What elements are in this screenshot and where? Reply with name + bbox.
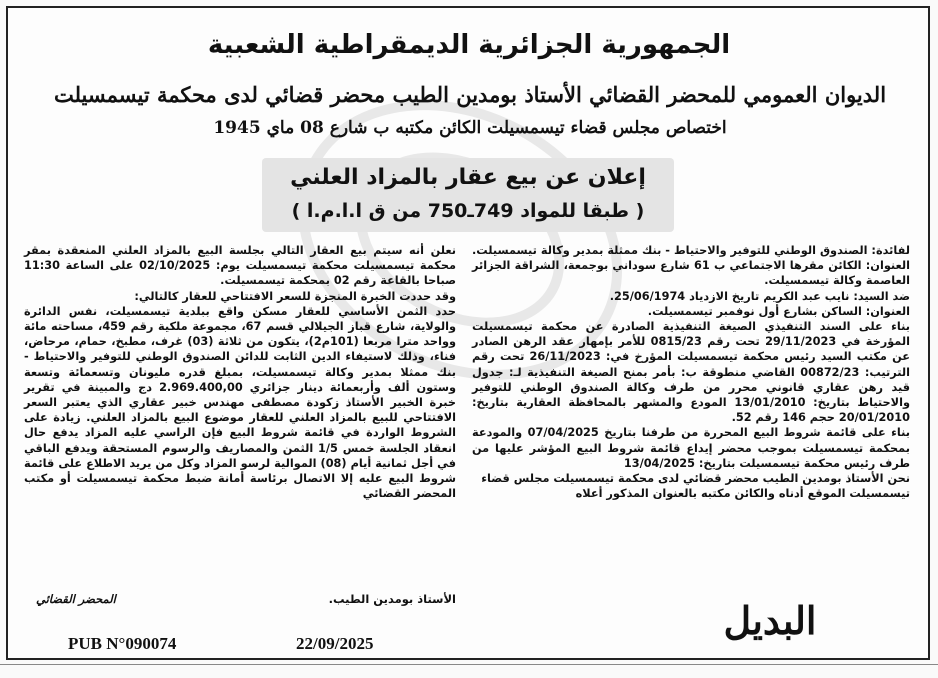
paragraph: بناء على قائمة شروط البيع المحررة من طرفنا بتاريخ 07/04/2025 والمودعة بمحكمة تيسمسيلت بموجب محضر إيداع قائمة شروط البيع المؤشر عليها من طرف رئيس محكمة تيسمسيلت بتاريخ: 13/04/2025 [472,426,910,470]
bottom-rule [0,664,938,665]
publication-date: 22/09/2025 [296,634,374,653]
right-column [472,243,910,501]
paragraph: العنوان: الساكن بشارع أول نوفمبر تيسمسيلت. [647,304,910,318]
left-column [24,243,456,501]
paragraph: ضد السيد: نايب عبد الكريم تاريخ الازدياد 25/06/1974. [609,289,910,303]
signature-row [24,592,456,608]
paragraph: لفائدة: الصندوق الوطني للتوفير والاحتياط - بنك ممثلة بمدير وكالة تيسمسيلت. العنوان: الكائن مقرها الاجتماعي ب 61 شارع سوداني بوجمعة، الشراقة الجزائر العاصمة وكالة تيسمسيلت. [472,244,911,288]
paragraph: حدد الثمن الأساسي للعقار مسكن واقع ببلدية تيسمسيلت، نفس الدائرة والولاية، شارع قباز الجيلالي قسم 67، مجموعة ملكية رقم 459، مساحته مائة وواحد مترا مربعا (101م2)، يتكون من ثلاثة (03) غرف، مطبخ، حمام، مرحاض، فناء، وذلك لاستيفاء الدين الثابت للدائن الصندوق الوطني للتوفير والاحتياط - بنك ممثلا بمدير وكالة تيسمسيلت، بمبلغ قدره مليونان وتسعمائة وتسعة وستون ألف وأربعمائة دينار جزائري 2.969.400,00 دج والمبينة في تقرير خبرة الخبير الأستاذ زكودة مصطفى مهندس خبير عقاري الذي يعتبر السعر الافتتاحي للبيع بالمزاد العلني للعقار موضوع البيع بالمزاد العلني. زيادة على الشروط الواردة في قائمة شروط البيع فإن الراسي عليه المزاد يدفع حال انعقاد الجلسة خمس 1/5 الثمن والمصاريف والرسوم المستحقة ويدفع الباقي في أجل ثمانية أيام (08) الموالية لرسو المزاد وكل من يريد الاطلاع على قائمة شروط البيع عليه إلا الاتصال برئاسة أمانة ضبط محكمة تيسمسيلت أو مكتب المحضر القضائي [24,304,456,501]
legal-reference: ( طبقا للمواد 749ـ750 من ق ا.ا.م.ا ) [291,200,645,222]
announcement-title: إعلان عن بيع عقار بالمزاد العلني [290,165,646,190]
pub-number: PUB N°090074 [68,634,177,653]
badil-label: البديل [723,598,817,643]
paragraph: تيسمسيلت الموقع أدناه والكائن مكتبه بالعنوان المذكور أعلاه [575,487,910,501]
bailiff-office-heading: الديوان العمومي للمحضر القضائي الأستاذ بومدين الطيب محضر قضائي لدى محكمة تيسمسيلت [53,82,887,107]
paragraph: نعلن أنه سيتم بيع العقار التالي بجلسة البيع بالمزاد العلني المنعقدة بمقر محكمة تيسمسيلت محكمة تيسمسيلت يوم: 02/10/2025 على الساعة 11:30 صباحا بالقاعة رقم 02 بمحكمة تيسمسيلت. [24,244,456,288]
signer-name: الأستاذ بومدين الطيب. [328,592,456,606]
paragraph: بناء على السند التنفيذي الصيغة التنفيذية الصادرة عن محكمة تيسمسيلت المؤرخة في 29/11/2023 تحت رقم 0815/23 للأمر بإمهار عقد الرهن الصادر عن مكتب السيد رئيس محكمة تيسمسيلت المؤرخ في: 26/11/2023 تحت رقم الترتيب: 00872/23 القاضي منطوقة ب: بأمر بمنح الصيغة التنفيذية لـ: جدول قيد رهن عقاري قانوني محرر من طرف وكالة الصندوق الوطني للتوفير والاحتياط بتاريخ: 13/01/2010 المودع والمشهر بالمحافظة العقارية بتاريخ: 20/01/2010 حجم 146 رقم 52. [472,320,911,425]
paragraph: وقد حددت الخبرة المنجزة للسعر الافتتاحي للعقار كالتالي: [134,289,456,303]
paragraph: نحن الأستاذ بومدين الطيب محضر قضائي لدى محكمة تيسمسيلت مجلس قضاء [481,472,910,486]
jurisdiction-heading: اختصاص مجلس قضاء تيسمسيلت الكائن مكتبه ب شارع 08 ماي 1945 [213,118,727,138]
signer-role: المحضر القضائي [36,592,116,606]
republic-heading: الجمهورية الجزائرية الديمقراطية الشعبية [207,30,731,60]
